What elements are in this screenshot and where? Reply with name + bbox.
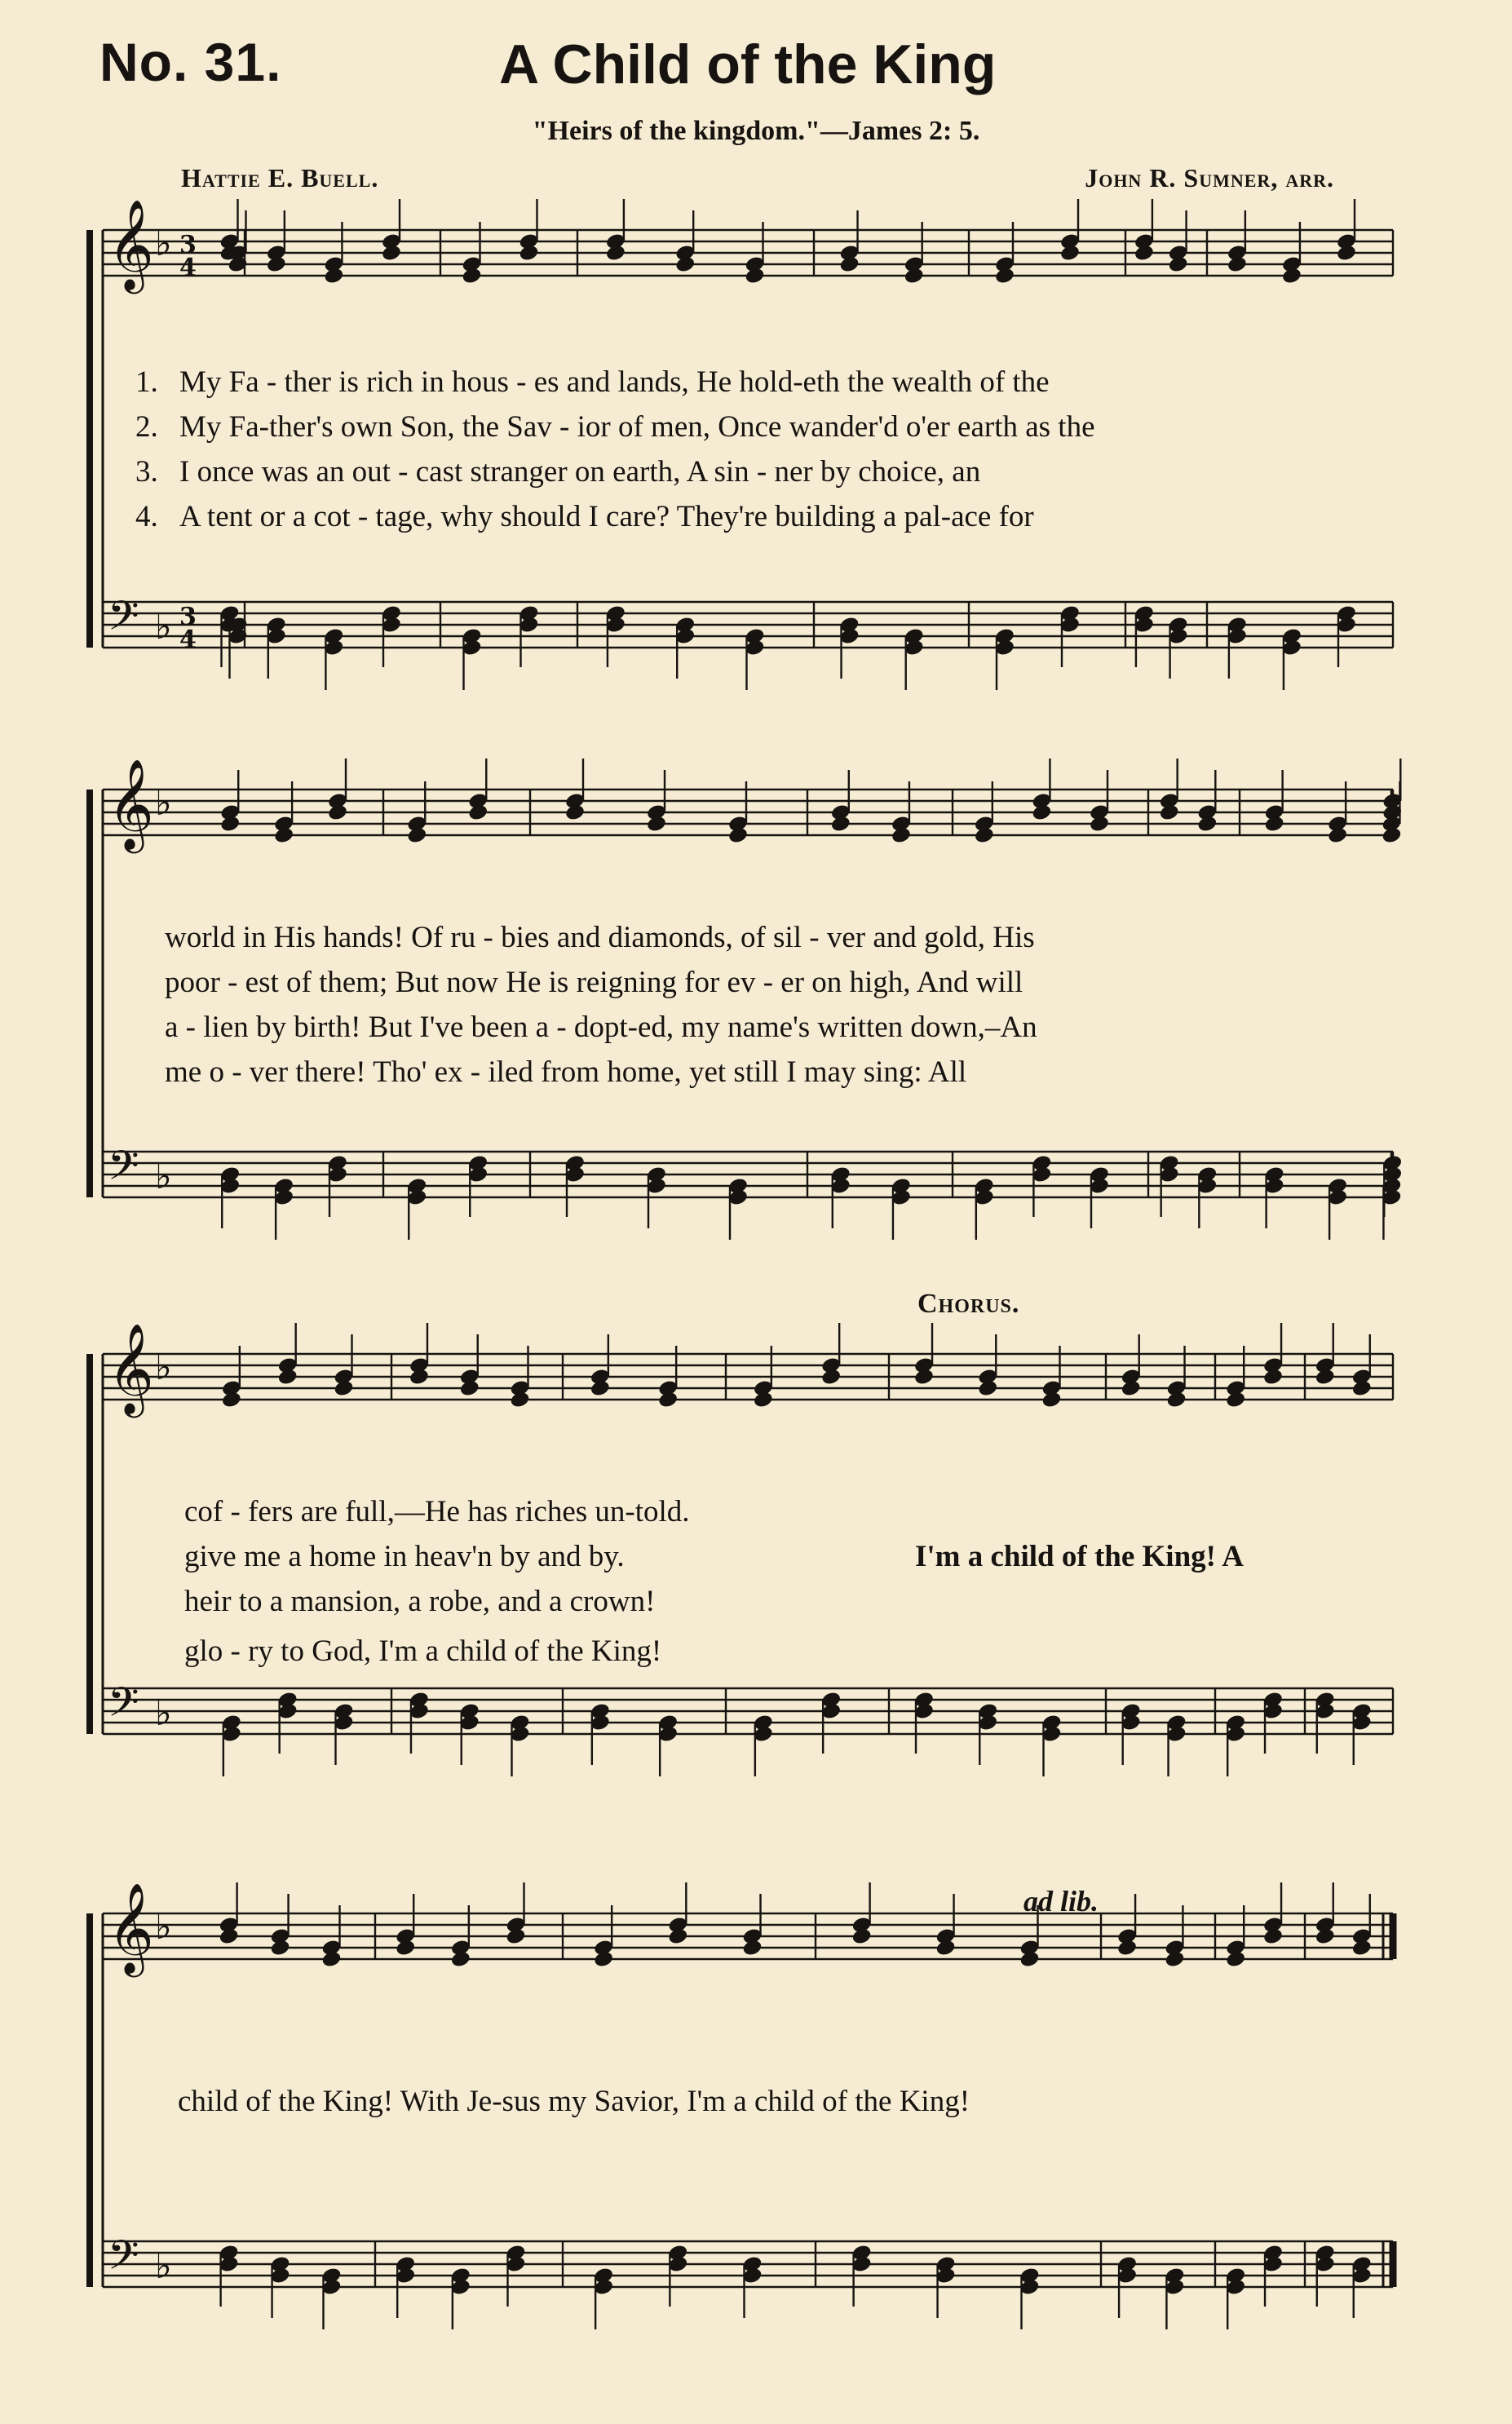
bass-clef-icon: 𝄢 <box>108 592 139 650</box>
bass-clef-icon: 𝄢 <box>108 1679 139 1736</box>
notehead <box>851 1927 873 1946</box>
notehead <box>590 1379 611 1398</box>
ad-lib-marking: ad lib. <box>1023 1885 1099 1918</box>
notehead <box>323 267 344 285</box>
verse-2-line-1: My Fa-ther's own Son, the Sav - ior of men, Once wander'd o'er earth as the <box>179 410 1095 444</box>
notehead <box>1262 1368 1284 1387</box>
verse-1-line-2: world in His hands! Of ru - bies and diamonds, of sil - ver and gold, His <box>165 921 1035 954</box>
notehead <box>605 244 626 263</box>
notehead <box>1059 244 1081 263</box>
notehead <box>1196 815 1218 834</box>
notehead <box>1381 826 1402 845</box>
notehead <box>564 803 586 822</box>
time-signature-numerator: 3 <box>179 231 197 259</box>
notehead <box>1116 1939 1138 1957</box>
verse-3-line-2: a - lien by birth! But I've been a - dopt-ed, my name's written down,–An <box>165 1011 1037 1044</box>
treble-clef-icon: 𝄞 <box>108 1322 154 1414</box>
notehead <box>406 826 427 845</box>
notehead <box>505 1927 526 1946</box>
notehead <box>381 244 402 263</box>
time-signature-numerator: 3 <box>179 603 197 631</box>
notehead <box>1262 1927 1284 1946</box>
verse-4-line-3: glo - ry to God, I'm a child of the King! <box>184 1634 662 1668</box>
flat-key-signature-icon: ♭ <box>155 781 172 824</box>
flat-key-signature-icon: ♭ <box>155 1155 172 1197</box>
treble-clef-icon: 𝄞 <box>108 758 154 850</box>
notehead <box>221 1391 242 1409</box>
time-signature-denominator: 4 <box>179 626 197 654</box>
notehead <box>646 815 667 834</box>
treble-clef-icon: 𝄞 <box>108 198 154 290</box>
notehead <box>1121 1379 1142 1398</box>
treble-clef-icon: 𝄞 <box>108 1882 154 1974</box>
notehead <box>727 826 749 845</box>
verse-3-line-1: I once was an out - cast stranger on earth, A sin - ner by choice, an <box>179 455 981 489</box>
notehead <box>219 1927 240 1946</box>
notehead <box>1019 1950 1040 1969</box>
flat-key-signature-icon: ♭ <box>155 605 172 648</box>
chorus-line-2: child of the King! With Je-sus my Savior, I'm a child of the King! <box>178 2085 970 2118</box>
flat-key-signature-icon: ♭ <box>155 2245 172 2287</box>
time-signature-denominator: 4 <box>179 254 197 282</box>
notehead <box>467 803 489 822</box>
notehead <box>838 255 860 274</box>
composer-credit: John R. Sumner, arr. <box>1085 163 1334 192</box>
notehead <box>1164 1950 1185 1969</box>
notehead <box>1227 255 1248 274</box>
verse-number: 2. <box>135 410 158 444</box>
notehead <box>327 803 348 822</box>
notehead <box>459 1379 480 1398</box>
notehead <box>667 1927 688 1946</box>
notehead <box>1264 815 1285 834</box>
notehead <box>1165 1391 1187 1409</box>
lyricist-credit: Hattie E. Buell. <box>181 163 379 192</box>
flat-key-signature-icon: ♭ <box>155 1905 172 1948</box>
notehead <box>913 1368 935 1387</box>
notehead <box>450 1950 471 1969</box>
notehead <box>830 815 851 834</box>
notehead <box>395 1939 416 1957</box>
verse-4-line-1: A tent or a cot - tage, why should I care? They're building a pal-ace for <box>179 500 1034 533</box>
verse-2-line-3: give me a home in heav'n by and by. <box>184 1540 625 1573</box>
notehead <box>1327 826 1348 845</box>
notehead <box>741 1939 763 1957</box>
flat-key-signature-icon: ♭ <box>155 1346 172 1388</box>
notehead <box>593 1950 614 1969</box>
notehead <box>333 1379 354 1398</box>
chorus-line-1: I'm a child of the King! A <box>915 1540 1244 1573</box>
notehead <box>657 1391 679 1409</box>
notehead <box>409 1368 430 1387</box>
notehead <box>891 826 912 845</box>
flat-key-signature-icon: ♭ <box>155 222 172 264</box>
notehead <box>1336 244 1357 263</box>
verse-2-line-2: poor - est of them; But now He is reigning for ev - er on high, And will <box>165 966 1023 999</box>
verse-number: 1. <box>135 365 158 399</box>
verse-1-line-3: cof - fers are full,—He has riches un-told. <box>184 1495 690 1528</box>
notehead <box>266 255 287 274</box>
notehead <box>1315 1368 1336 1387</box>
notehead <box>1041 1391 1062 1409</box>
bass-clef-icon: 𝄢 <box>108 2232 139 2289</box>
notehead <box>1134 244 1155 263</box>
notehead <box>935 1939 956 1957</box>
notehead <box>820 1368 842 1387</box>
hymn-title: A Child of the King <box>499 33 997 95</box>
chorus-label: Chorus. <box>917 1289 1020 1319</box>
notehead <box>509 1391 530 1409</box>
verse-number: 4. <box>135 500 158 533</box>
hymn-number: No. 31. <box>99 32 282 92</box>
verse-number: 3. <box>135 455 158 489</box>
notehead <box>269 1939 290 1957</box>
scripture-reference: "Heirs of the kingdom."—James 2: 5. <box>532 116 980 146</box>
verse-1-line-1: My Fa - ther is rich in hous - es and lands, He hold-eth the wealth of the <box>179 365 1050 399</box>
notehead <box>1168 255 1189 274</box>
notehead <box>321 1950 342 1969</box>
notehead <box>974 826 995 845</box>
notehead <box>273 826 294 845</box>
notehead <box>753 1391 774 1409</box>
notehead <box>277 1368 298 1387</box>
verse-4-line-2: me o - ver there! Tho' ex - iled from home, yet still I may sing: All <box>165 1055 967 1089</box>
notehead <box>219 815 241 834</box>
notehead <box>518 244 539 263</box>
notehead <box>1159 803 1180 822</box>
notehead <box>1225 1950 1246 1969</box>
notehead <box>674 255 696 274</box>
notehead <box>1031 803 1052 822</box>
notehead <box>994 267 1015 285</box>
notehead <box>1225 1391 1246 1409</box>
notehead <box>1281 267 1302 285</box>
bass-clef-icon: 𝄢 <box>108 1142 139 1200</box>
notehead <box>1351 1379 1373 1398</box>
notehead <box>744 267 765 285</box>
verse-3-line-3: heir to a mansion, a robe, and a crown! <box>184 1585 656 1618</box>
notehead <box>461 267 482 285</box>
notehead <box>977 1379 998 1398</box>
flat-key-signature-icon: ♭ <box>155 1692 172 1734</box>
notehead <box>904 267 925 285</box>
notehead <box>1315 1927 1336 1946</box>
notehead <box>1351 1939 1373 1957</box>
notehead <box>1089 815 1110 834</box>
